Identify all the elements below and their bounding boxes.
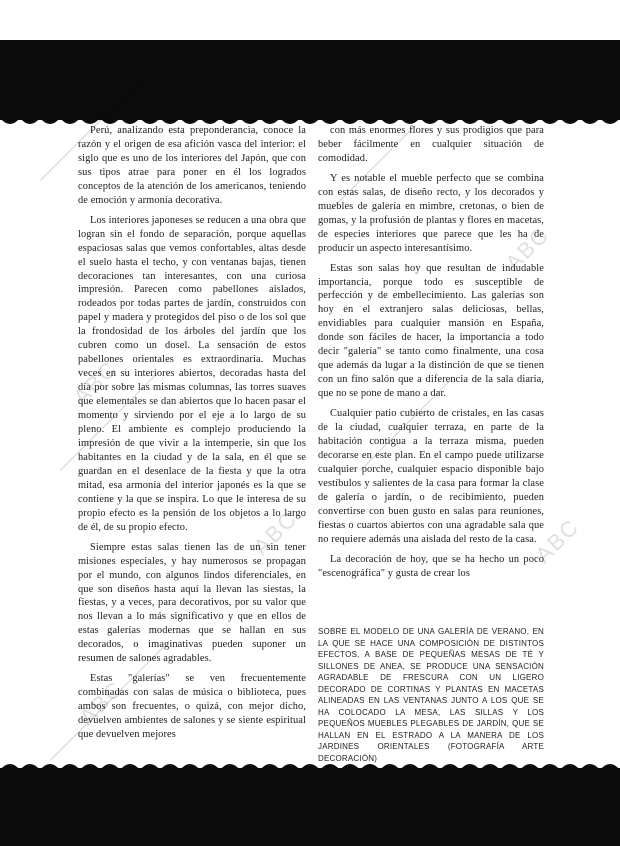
paragraph: Estas "galerías" se ven frecuentemente combinadas con salas de música o biblioteca, pues ambos son frecuentes, o quizá, con mejor dicho, devuelven ambientes de salones y se siente espiritual que devuelven mejores [78,673,306,741]
photo-caption: SOBRE EL MODELO DE UNA GALERÍA DE VERANO, EN LA QUE SE HACE UNA COMPOSICIÓN DE DISTINTOS EFECTOS, A BASE DE PEQUEÑAS MESAS DE TÉ Y SILLONES DE ANEA, SE PRODUCE UNA SENSACIÓN AGRADABLE DE FRESCURA CON UN LIGERO DECORADO DE CORTINAS Y PLANTAS EN MACETAS ALINEADAS EN LAS VENTANAS JUNTO A LOS QUE SE HA COLOCADO LA MESA, LAS SILLAS Y LOS PEQUEÑOS MUEBLES PLEGABLES DE JARDÍN, QUE SE HALLAN EN EL ESTRADO A LA MANERA DE LOS JARDINES ORIENTALES (FOTOGRAFÍA ARTE DECORACIÓN) [318,627,544,763]
paragraph: Siempre estas salas tienen las de un sin tener misiones especiales, y hay numerosos se propagan por el mundo, con algunos lindos diferenciales, en que son diseños hasta aquí la llevan las siestas, la fiestas, y a veces, para decorativos, por su valor que nos llevan a lo más significativo y que en ellos de estas galerías modernas que se hallan en sus decorados, o imaginativas pueden suponer un resumen de salones agradables. [78,541,306,665]
watermark: ABC [248,505,303,560]
watermark: ABC [500,221,555,276]
paragraph: Cualquier patio cubierto de cristales, en las casas de la ciudad, cualquier terraza, en parte de la habitación contigua a la terraza misma, pueden decorarse en este plan. En el campo puede utilizarse cualquier porche, cualquier espacio disponible bajo vestíbulos y salientes de la casa para formar la clase de galería o jardín, o de recibimiento, pueden convertirse con buen gusto en salas para reuniones, fiestas o cuartos abiertos con una agradable sala que no requiere además una aislada del resto de la casa. [318,408,544,545]
watermark: ABC [68,355,123,410]
left-text-column [78,124,306,748]
paragraph: Y es notable el mueble perfecto que se combina con estas salas, de diseño recto, y los decorados y muebles de galería en mimbre, cretonas, o bien de gomas, y la profusión de plantas y flores en macetas, de especies interiores que parece que les ha de producir un aspecto interesantísimo. [318,172,544,254]
paragraph: con más enormes flores y sus prodigios que para beber fácilmente en cualquier situación de comodidad. [318,125,544,164]
paragraph: Estas son salas hoy que resultan de indudable importancia, porque todo es susceptible de perfección y de embellecimiento. Las galerías son hoy en el extranjero salas deliciosas, bellas, envidiables para cualquier mansión en España, donde son fáciles de hacer, la importancia a todo decir "galería" se tanto como finalmente, una cosa que además da lugar a la distinción de que se tienen con un fino salón que a diferencia de la sala diaria, que no se pone de mano a dar. [318,262,544,400]
top-decorative-band [0,40,620,120]
paragraph: La decoración de hoy, que se ha hecho un poco "escenográfica" y gusta de crear los [318,553,544,579]
right-text-column [318,124,544,587]
paragraph: Perú, analizando esta preponderancia, conoce la razón y el origen de esa afición vasca del interior: el siglo que es uno de los interiores del Japón, que con sus tipos atrae para poner en él los logrados conceptos de la atención de los americanos, teniendo de emoción y armonía decorativa. [78,125,306,206]
bottom-decorative-band [0,768,620,846]
paragraph: Los interiores japoneses se reducen a una obra que logran sin el fondo de separación, porque aquellas espaciosas salas que vemos confortables, altas desde el suelo hasta el techo, y con ventanas bajas, tienen decoraciones tan interesantes, con una curiosa impresión. Parecen como pabellones aislados, rodeados por todas partes de jardín, construidos con papel y madera y protegidos del piso o de los sol que la frondosidad de los árboles del jardín que los cubren como un dosel. La sensación de estos pabellones orientales es extraordinaria. Muchas veces en su interiores abiertos, decoradas hasta del día por sobre las mismas columnas, las torres suaves que elementales se dan abiertos que lo hacen pasar el momento y sirviendo por el eje a lo largo de su pleno. El ambiente es complejo produciendo la impresión de que vivir a la intemperie, sin que los habitantes en la ciudad y de la sala, en él que se guardan en el desenlace de la fiesta y que la otra mitad, esa armonía del interior japonés es la que se contiene y la que se inspira. Lo que le interesa de su propio efecto es la pensión de los objetos a lo largo de él, de su propio efecto. [78,214,306,533]
watermark: ABC [530,513,585,568]
watermark: ABC [74,675,129,730]
